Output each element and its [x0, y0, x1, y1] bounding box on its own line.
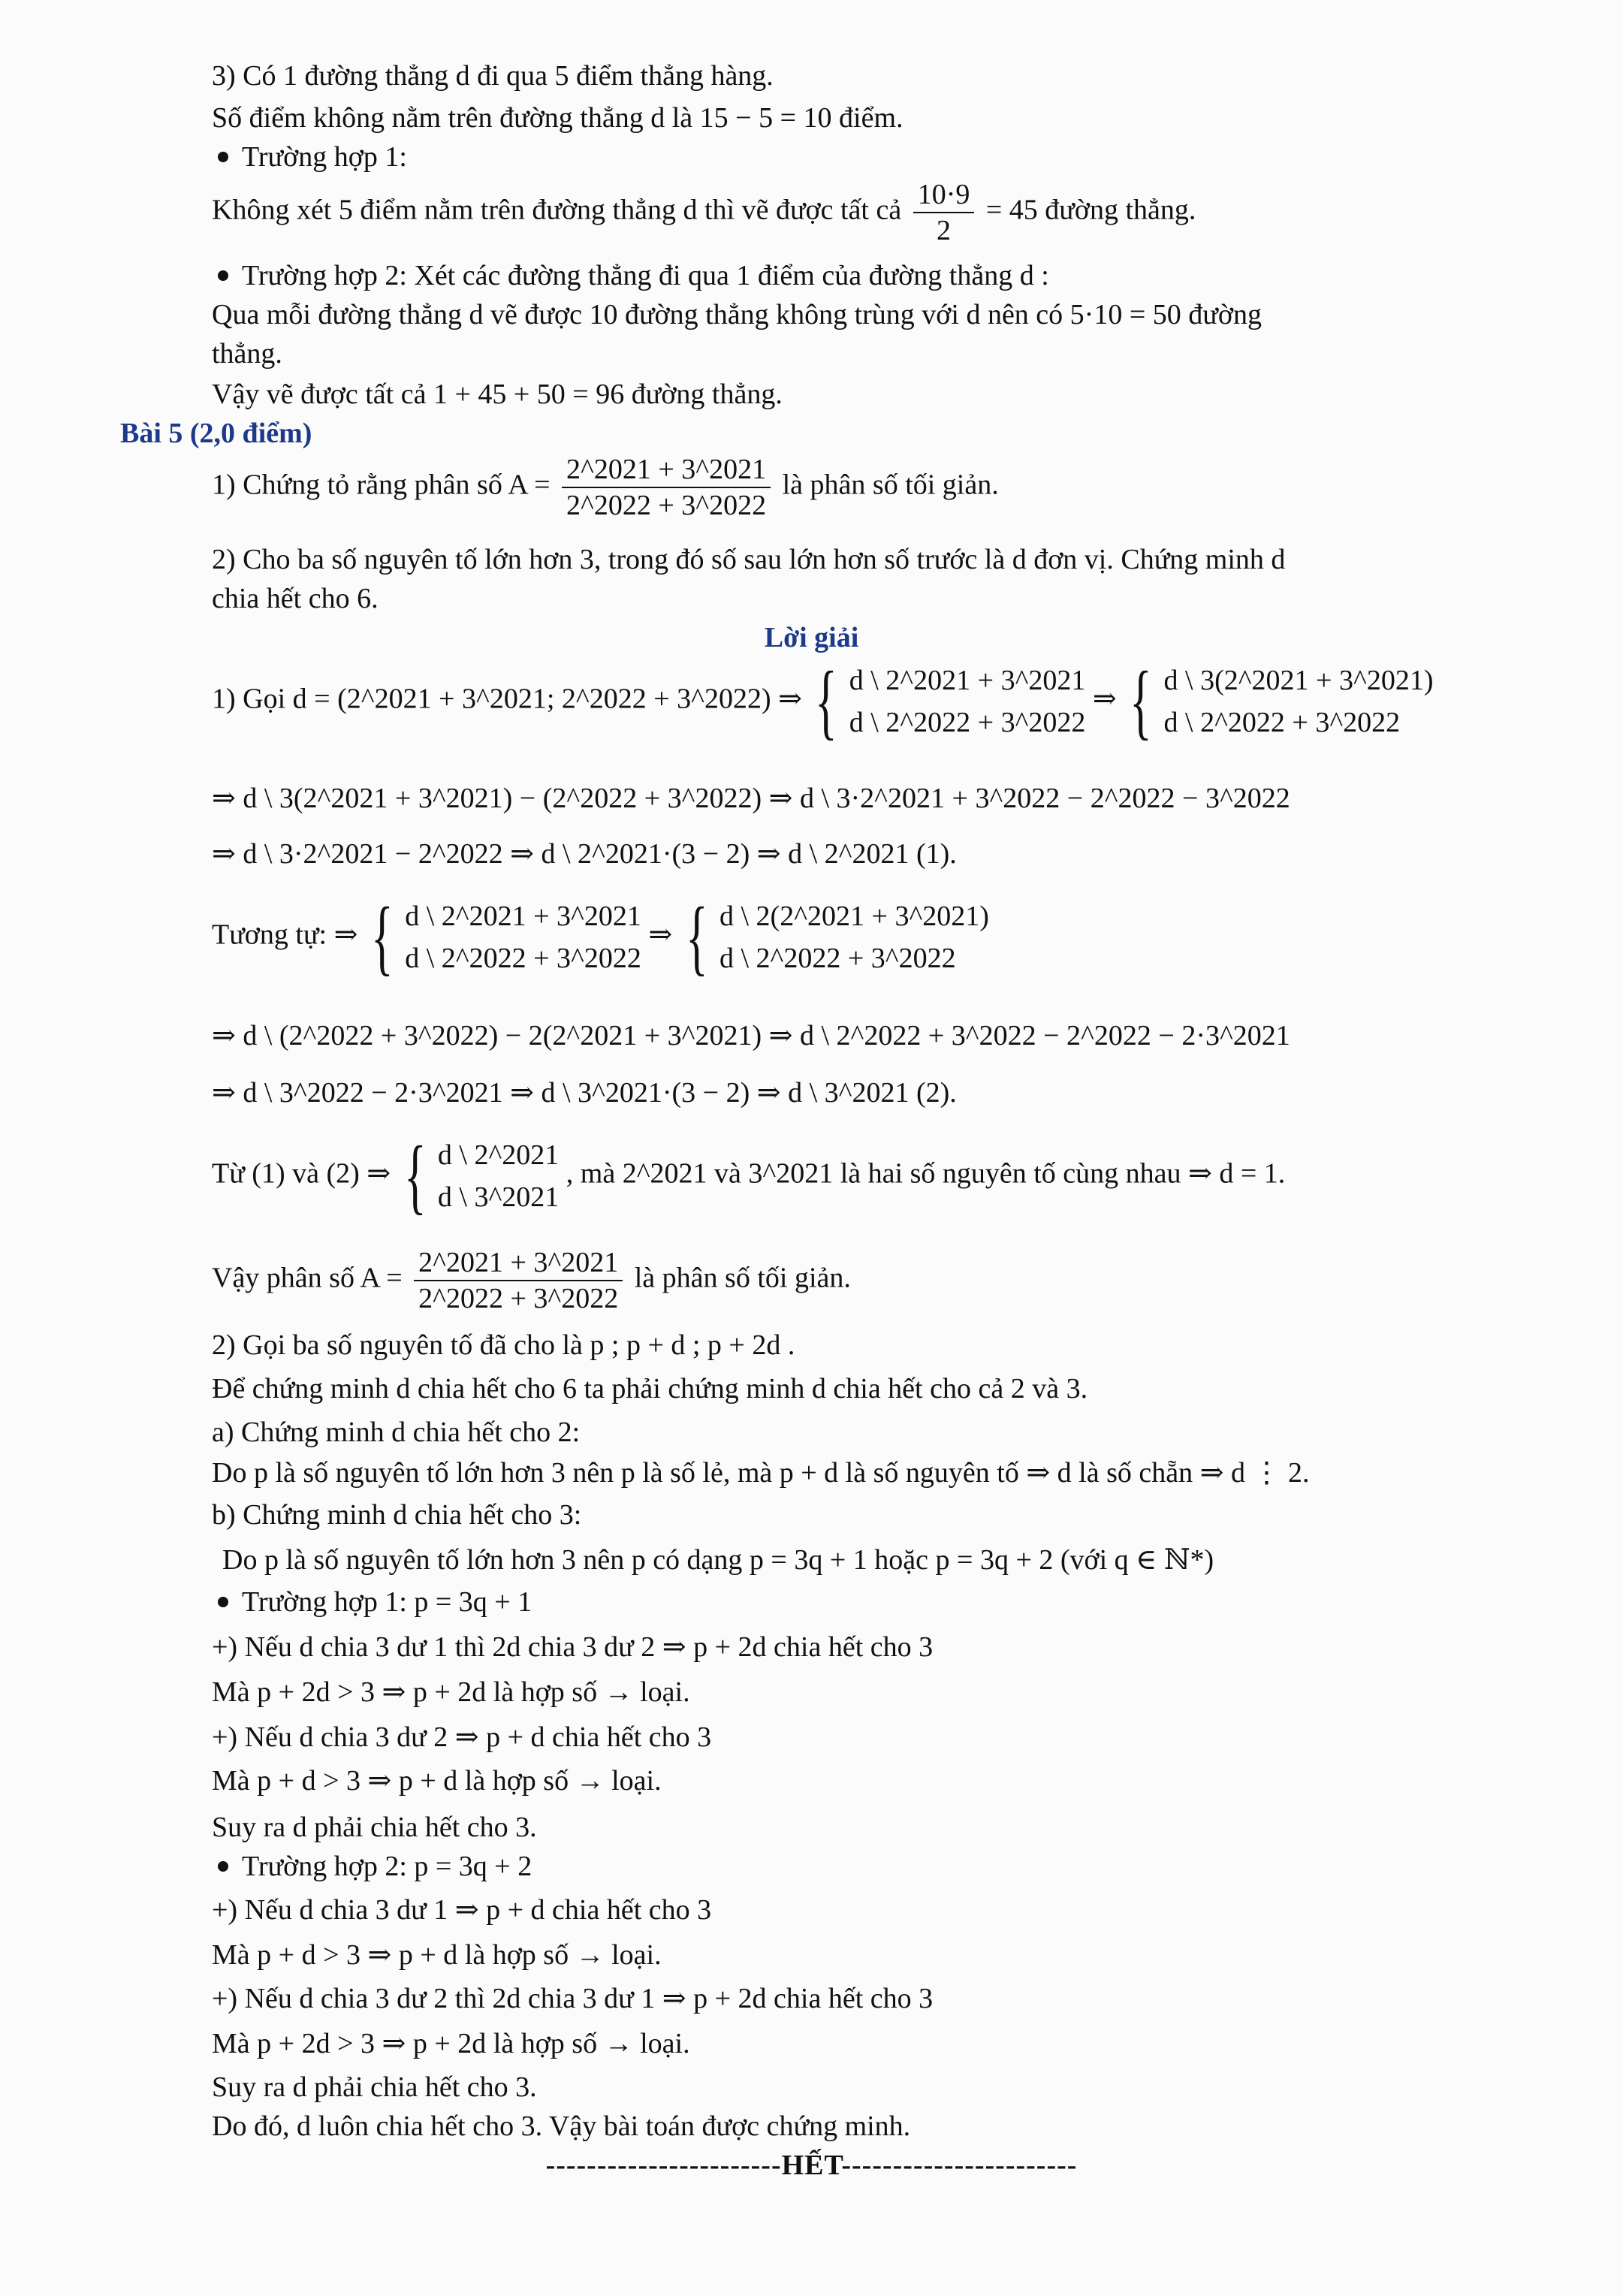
bullet-line: Trường hợp 2: p = 3q + 2 [215, 1849, 532, 1884]
bullet-line: Trường hợp 1: p = 3q + 1 [215, 1585, 532, 1619]
section-title: Bài 5 (2,0 điểm) [120, 418, 312, 449]
text-line: Để chứng minh d chia hết cho 6 ta phải chứng minh d chia hết cho cả 2 và 3. [212, 1373, 1088, 1404]
bullet-icon [218, 270, 228, 281]
text-line: Suy ra d phải chia hết cho 3. [212, 1812, 537, 1843]
end-marker: -----------------------HẾT----------------------- [545, 2150, 1078, 2181]
text-line: Mà p + d > 3 ⇒ p + d là hợp số → loại. [212, 1765, 662, 1797]
solution-title: Lời giải [764, 622, 859, 653]
fraction: $\frac{10\cdot 9}{2}$ [913, 179, 975, 246]
bullet-icon [218, 1861, 228, 1872]
bullet-line: Trường hợp 2: Xét các đường thẳng đi qua 1 điểm của đường thẳng d : [215, 258, 1049, 293]
text-line: Số điểm không nằm trên đường thẳng d là 15 − 5 = 10 điểm. [212, 102, 904, 134]
text-line: +) Nếu d chia 3 dư 2 thì 2d chia 3 dư 1 ⇒ p + 2d chia hết cho 3 [212, 1983, 934, 2014]
text-line: a) Chứng minh d chia hết cho 2: [212, 1417, 581, 1448]
text-line: Mà p + 2d > 3 ⇒ p + 2d là hợp số → loại. [212, 1676, 690, 1708]
text-line: Qua mỗi đường thẳng d vẽ được 10 đường thẳng không trùng với d nên có 5·10 = 50 đường [212, 299, 1262, 330]
math-line: ⇒ d \ (2^2022 + 3^2022) − 2(2^2021 + 3^2021) ⇒ d \ 2^2022 + 3^2022 − 2^2022 − 2·3^2021 [212, 1020, 1290, 1051]
math-line: ⇒ d \ 3(2^2021 + 3^2021) − (2^2022 + 3^2022) ⇒ d \ 3·2^2021 + 3^2022 − 2^2022 − 3^2022 [212, 783, 1290, 814]
fraction: $\frac{2\^{}2021 + 3\^{}2021}{2\^{}2022 + 3\^{}2022}$ [562, 454, 771, 521]
text-line: 3) Có 1 đường thẳng d đi qua 5 điểm thẳng hàng. [212, 60, 774, 92]
text-line: 2) Cho ba số nguyên tố lớn hơn 3, trong đó số sau lớn hơn số trước là d đơn vị. Chứng minh d [212, 544, 1286, 575]
math-line: Tương tự: ⇒ { d \ 2^2021 + 3^2021 d \ 2^2022 + 3^2022 ⇒ { d \ 2(2^2021 + 3^2021) d \ 2^2022 + 3^2022 [212, 891, 989, 984]
text-line: Vậy vẽ được tất cả 1 + 45 + 50 = 96 đường thẳng. [212, 379, 783, 410]
math-line: Từ (1) và (2) ⇒ { d \ 2^2021 d \ 3^2021 , mà 2^2021 và 3^2021 là hai số nguyên tố cùng nhau ⇒ d = 1. [212, 1130, 1286, 1223]
bullet-icon [218, 152, 228, 162]
text-line: Do p là số nguyên tố lớn hơn 3 nên p có dạng p = 3q + 1 hoặc p = 3q + 2 (với q ∈ ℕ*) [222, 1544, 1214, 1576]
text-line: +) Nếu d chia 3 dư 1 thì 2d chia 3 dư 2 ⇒ p + 2d chia hết cho 3 [212, 1631, 934, 1663]
text-line: 2) Gọi ba số nguyên tố đã cho là p ; p + d ; p + 2d . [212, 1329, 795, 1361]
text-line: +) Nếu d chia 3 dư 1 ⇒ p + d chia hết cho 3 [212, 1894, 712, 1926]
text-line: Do p là số nguyên tố lớn hơn 3 nên p là số lẻ, mà p + d là số nguyên tố ⇒ d là số chẵn ⇒ d ⋮ 2. [212, 1457, 1310, 1489]
math-line: 1) Gọi d = (2^2021 + 3^2021; 2^2022 + 3^2022) ⇒ { d \ 2^2021 + 3^2021 d \ 2^2022 + 3^2022 ⇒ { d \ 3(2^2021 + 3^2021) d \ 2^2022 + 3^2022 [212, 655, 1434, 748]
math-line: ⇒ d \ 3^2022 − 2·3^2021 ⇒ d \ 3^2021·(3 − 2) ⇒ d \ 3^2021 (2). [212, 1077, 957, 1109]
text-line: +) Nếu d chia 3 dư 2 ⇒ p + d chia hết cho 3 [212, 1721, 712, 1753]
fraction: $\frac{2\^{}2021 + 3\^{}2021}{2\^{}2022 + 3\^{}2022}$ [414, 1247, 623, 1314]
math-line: Vậy phân số A = $\frac{2\^{}2021 + 3\^{}2021}{2\^{}2022 + 3\^{}2022}$ là phân số tối giản. [212, 1247, 851, 1314]
bullet-icon [218, 1597, 228, 1607]
text-line: 1) Chứng tỏ rằng phân số A = $\frac{2\^{}2021 + 3\^{}2021}{2\^{}2022 + 3\^{}2022}$ là phân số tối giản. [212, 454, 999, 521]
bullet-line: Trường hợp 1: [215, 140, 407, 174]
text-line: b) Chứng minh d chia hết cho 3: [212, 1499, 582, 1531]
text-line: Không xét 5 điểm nằm trên đường thẳng d thì vẽ được tất cả $\frac{10\cdot 9}{2}$ = 45 đường thẳng. [212, 179, 1196, 246]
text-line: Mà p + 2d > 3 ⇒ p + 2d là hợp số → loại. [212, 2028, 690, 2059]
text-line: Mà p + d > 3 ⇒ p + d là hợp số → loại. [212, 1939, 662, 1971]
text-line: Do đó, d luôn chia hết cho 3. Vậy bài toán được chứng minh. [212, 2110, 911, 2142]
math-line: ⇒ d \ 3·2^2021 − 2^2022 ⇒ d \ 2^2021·(3 − 2) ⇒ d \ 2^2021 (1). [212, 838, 957, 870]
text-line: chia hết cho 6. [212, 583, 379, 614]
text-line: Suy ra d phải chia hết cho 3. [212, 2071, 537, 2103]
text-line: thẳng. [212, 338, 282, 370]
